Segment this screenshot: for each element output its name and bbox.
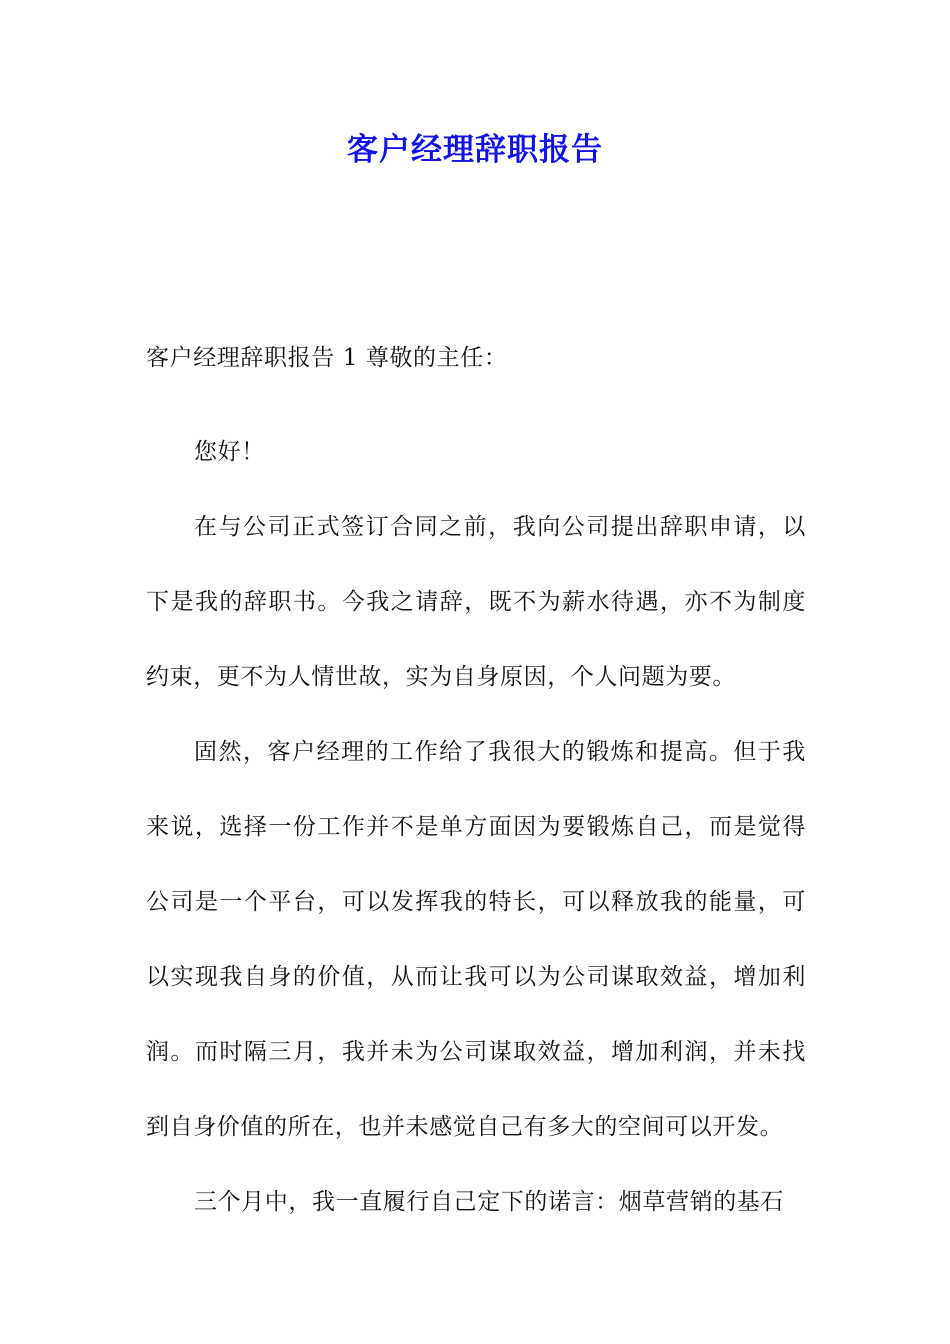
paragraph-greeting: 您好！ xyxy=(194,439,265,465)
document-body xyxy=(146,340,806,1240)
paragraph-three-months: 三个月中，我一直履行自己定下的诺言：烟草营销的基石 xyxy=(194,1189,784,1215)
paragraph-reasons: 固然，客户经理的工作给了我很大的锻炼和提高。但于我来说，选择一份工作并不是单方面因为要锻炼自己，而是觉得公司是一个平台，可以发挥我的特长，可以释放我的能量，可以实现我自身的价值，从而让我可以为公司谋取效益，增加利润。而时隔三月，我并未为公司谋取效益，增加利润，并未找到自身价值的所在，也并未感觉自己有多大的空间可以开发。 xyxy=(146,739,806,1140)
document-title: 客户经理辞职报告 xyxy=(347,132,603,168)
paragraph-resignation-statement: 在与公司正式签订合同之前，我向公司提出辞职申请，以下是我的辞职书。今我之请辞，既不为薪水待遇，亦不为制度约束，更不为人情世故，实为自身原因，个人问题为要。 xyxy=(146,514,806,690)
salutation: 客户经理辞职报告 1 尊敬的主任： xyxy=(146,345,508,371)
